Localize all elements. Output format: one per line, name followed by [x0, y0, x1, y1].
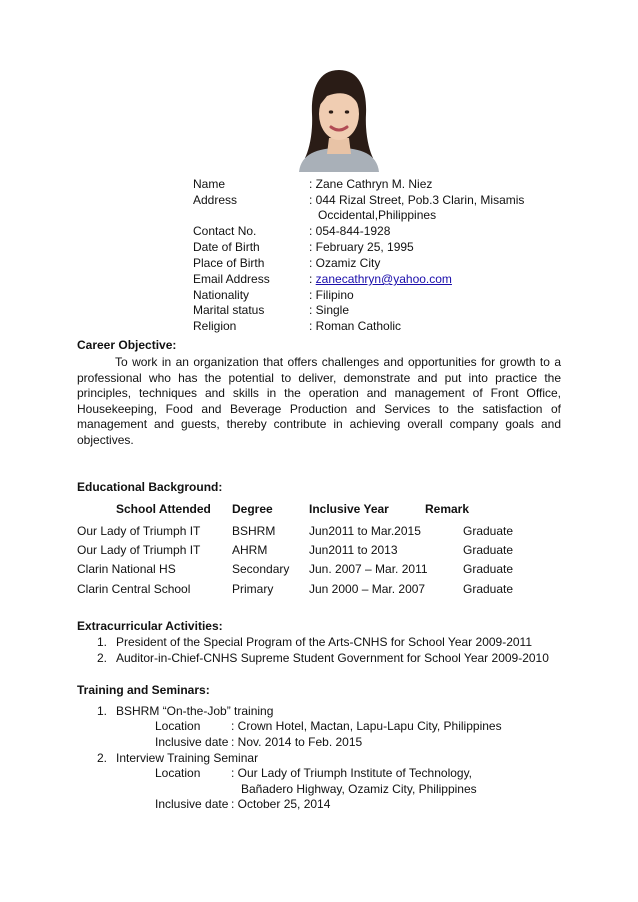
name-value: : Zane Cathryn M. Niez	[309, 177, 433, 191]
location-value-line2: Bañadero Highway, Ozamiz City, Philippines	[241, 782, 477, 796]
remark-cell: Graduate	[463, 562, 514, 576]
email-prefix: :	[309, 272, 316, 286]
marital-status-value: : Single	[309, 303, 350, 317]
birthplace-label: Place of Birth	[193, 256, 265, 270]
column-header-year: Inclusive Year	[309, 502, 389, 516]
column-header-remark: Remark	[425, 502, 470, 516]
location-value: : Our Lady of Triumph Institute of Technology,	[231, 766, 473, 780]
location-label: Location	[155, 766, 201, 780]
contact-label: Contact No.	[193, 224, 257, 238]
email-label: Email Address	[193, 272, 270, 286]
date-label: Inclusive date	[155, 735, 229, 749]
address-value: : 044 Rizal Street, Pob.3 Clarin, Misamis	[309, 193, 525, 207]
career-objective-heading: Career Objective:	[77, 338, 177, 352]
extracurricular-heading: Extracurricular Activities:	[77, 619, 223, 633]
list-number: 1.	[97, 635, 108, 649]
profile-photo	[287, 62, 391, 172]
degree-cell: Primary	[232, 582, 274, 596]
birthdate-label: Date of Birth	[193, 240, 260, 254]
email-link[interactable]: zanecathryn@yahoo.com	[315, 272, 452, 286]
name-label: Name	[193, 177, 226, 191]
list-number: 2.	[97, 751, 108, 765]
school-cell: Our Lady of Triumph IT	[77, 524, 201, 538]
religion-label: Religion	[193, 319, 237, 333]
education-heading: Educational Background:	[77, 480, 223, 494]
training-title: BSHRM “On-the-Job” training	[116, 704, 274, 718]
email-field	[309, 272, 452, 286]
remark-cell: Graduate	[463, 543, 514, 557]
year-cell: Jun 2000 – Mar. 2007	[309, 582, 426, 596]
portrait-image	[287, 62, 391, 172]
list-number: 1.	[97, 704, 108, 718]
school-cell: Clarin Central School	[77, 582, 191, 596]
degree-cell: Secondary	[232, 562, 290, 576]
date-value: : Nov. 2014 to Feb. 2015	[231, 735, 363, 749]
training-title: Interview Training Seminar	[116, 751, 259, 765]
date-value: : October 25, 2014	[231, 797, 331, 811]
birthplace-value: : Ozamiz City	[309, 256, 381, 270]
year-cell: Jun2011 to 2013	[309, 543, 398, 557]
marital-status-label: Marital status	[193, 303, 265, 317]
contact-value: : 054-844-1928	[309, 224, 391, 238]
year-cell: Jun. 2007 – Mar. 2011	[309, 562, 428, 576]
degree-cell: AHRM	[232, 543, 268, 557]
remark-cell: Graduate	[463, 524, 514, 538]
location-label: Location	[155, 719, 201, 733]
address-value-line2: Occidental,Philippines	[318, 208, 437, 222]
year-cell: Jun2011 to Mar.2015	[309, 524, 421, 538]
training-heading: Training and Seminars:	[77, 683, 210, 697]
date-label: Inclusive date	[155, 797, 229, 811]
location-value: : Crown Hotel, Mactan, Lapu-Lapu City, Philippines	[231, 719, 502, 733]
nationality-label: Nationality	[193, 288, 250, 302]
birthdate-value: : February 25, 1995	[309, 240, 414, 254]
school-cell: Clarin National HS	[77, 562, 176, 576]
nationality-value: : Filipino	[309, 288, 354, 302]
column-header-school: School Attended	[116, 502, 211, 516]
list-text: President of the Special Program of the Arts-CNHS for School Year 2009-2011	[116, 635, 533, 649]
column-header-degree: Degree	[232, 502, 273, 516]
degree-cell: BSHRM	[232, 524, 276, 538]
list-number: 2.	[97, 651, 108, 665]
list-text: Auditor-in-Chief-CNHS Supreme Student Government for School Year 2009-2010	[116, 651, 549, 665]
religion-value: : Roman Catholic	[309, 319, 402, 333]
career-objective-text: To work in an organization that offers challenges and opportunities for growth to a professional who has the potential to deliver, demonstrate and put into practice the principles, techniques and skills in the operation and management of Front Office, Housekeeping, Food and Beverage Production and Services to the satisfaction of management and guests, thereby contribute in achieving overall company goals and objectives.	[77, 355, 561, 447]
remark-cell: Graduate	[463, 582, 514, 596]
address-label: Address	[193, 193, 238, 207]
school-cell: Our Lady of Triumph IT	[77, 543, 201, 557]
